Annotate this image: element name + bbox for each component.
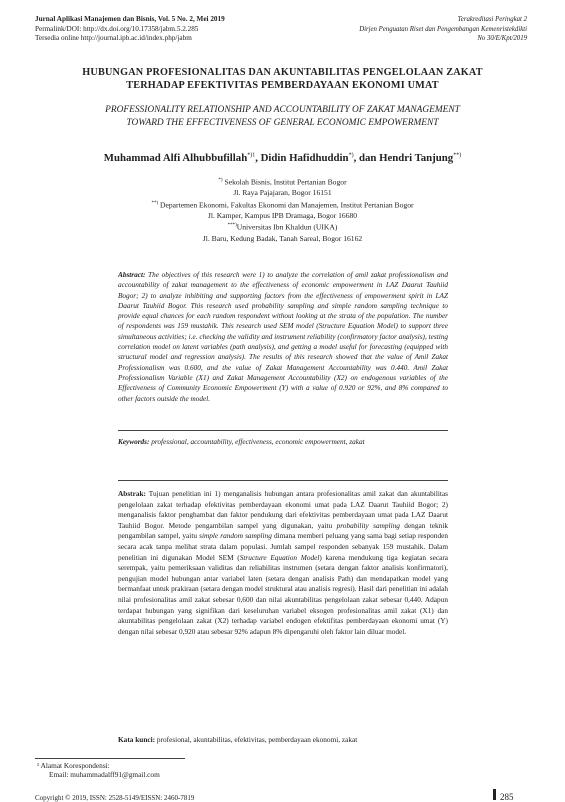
author-separator: , xyxy=(255,152,261,164)
accreditation-rank: Terakreditasi Peringkat 2 xyxy=(457,16,527,23)
affiliation-line: **) Departemen Ekonomi, Fakultas Ekonomi dan Manajemen, Institut Pertanian Bogor xyxy=(151,200,414,210)
affiliation-line: ***)Universitas Ibn Khaldun (UIKA) xyxy=(227,222,338,232)
divider xyxy=(118,430,448,431)
journal-doi: Permalink/DOI: http://dx.doi.org/10.17358/jabm.5.2.285 xyxy=(35,24,199,33)
page-number-bar xyxy=(493,789,496,800)
affiliation-line: Jl. Raya Pajajaran, Bogor 16151 xyxy=(233,188,332,198)
paper-title-line: TERHADAP EFEKTIVITAS PEMBERDAYAAN EKONOMI UMAT xyxy=(126,80,439,91)
keywords-english xyxy=(118,437,448,447)
affiliation-marker: ***) xyxy=(227,223,237,229)
paper-title-english xyxy=(40,104,525,130)
accreditation-number: No 30/E/Kpt/2019 xyxy=(477,35,527,43)
page-number: 285 xyxy=(500,792,514,802)
keywords-indonesian xyxy=(118,735,448,745)
correspondence-footnote xyxy=(37,761,160,780)
affiliation-marker: *) xyxy=(218,178,223,183)
abstract-text: The objectives of this research were 1) to analyze the correlation of amil zakat professionalism and accountability of zakat management to the effectiveness of economic empowerment in LAZ Daarut Tauhiid Bogor; 2) to analyze inhibiting and supporting factors from the effectiveness of empowerment spirit in LAZ Daarut Tauhiid Bogor. This research used probability sampling and simple random sampling technique to provide equal chances for each random respondent without looking at the strata of the population. The number of respondents was 159 mustahik. This research used SEM model (Structure Equation Model) to support three simultaneous activities; i.e. checking the validity and instrument reliability (confirmatory factor analysis), testing correlation model on latent variables (path analysis), and getting a model useful for forecasting (equipped with structural model and regression analysis). The results of this research showed that the value of Amil Zakat Professionalism was 0.600, and the value of Zakat Management Accountability was 0.440. Amil Zakat Professionalism Variable (X1) and Zakat Management Accountability (X2) on endogenous variables of the Effectiveness of Community Economic Empowerment (Y) with a value of 0.920 or 92%, and 8% compared to other factors outside the model. xyxy=(118,271,448,403)
paper-title-english-line: PROFESSIONALITY RELATIONSHIP AND ACCOUNTABILITY OF ZAKAT MANAGEMENT xyxy=(105,105,460,115)
author-marker: **) xyxy=(453,152,462,159)
copyright-footer: Copyright © 2019, ISSN: 2528-5149/EISSN: 2460-7819 xyxy=(35,794,195,802)
journal-header-left xyxy=(35,15,225,44)
paper-title-english-line: TOWARD THE EFFECTIVENESS OF GENERAL ECONOMIC EMPOWERMENT xyxy=(126,118,439,128)
journal-online-url: Tersedia online http://journal.ipb.ac.id/index.php/jabm xyxy=(35,34,192,43)
author-list xyxy=(30,152,535,164)
kata-kunci-text: profesional, akuntabilitas, efektivitas, pemberdayaan ekonomi, zakat xyxy=(155,735,358,744)
author-marker: *)1 xyxy=(247,152,256,159)
affiliations xyxy=(40,176,525,244)
correspondence-email[interactable]: Email: muhammadalff91@gmail.com xyxy=(49,770,160,780)
abstract-indonesian: Abstrak: Tujuan penelitian ini 1) menganalisis hubungan antara profesionalitas amil zakat dan akuntabilitas pengelolaan zakat terhadap efektivitas pemberdayaan ekonomi umat pada LAZ Daarut Tauhiid Bogor; 2) menganalisis faktor penghambat dan faktor pendukung dari efektivitas pemberdayaan umat pada LAZ Daarut Tauhiid Bogor. Metode pengambilan sampel yang digunakan, yaitu probability sampling dengan teknik pengambilan sampel, yaitu simple random sampling dimana memberi peluang yang sama bagi setiap responden secara acak tanpa melihat strata dalam populasi. Jumlah sampel responden sebanyak 159 mustahik. Dalam penelitian ini digunakan Model SEM (Structure Equation Model) karena mendukung tiga kegiatan secara serempak, yaitu pemeriksaan validitas dan reliabilitas instrumen (setara dengan faktor analisis konfirmatori), pengujian model hubungan antar variabel laten (setara dengan analisis Path) dan mendapatkan model yang bermanfaat untuk prakiraan (setara dengan model struktural atau analisis regresi). Hasil dari penelitian ini adalah nilai profesionalitas amil zakat sebesar 0,600 dan nilai akuntabilitas pengelolaan zakat sebesar 0,440. Adapun terdapat hubungan yang signifikan dari keseluruhan variabel eksogen profesionalitas amil zakat (X1) dan akuntabilitas pengelolaan zakat (X2) terhadap variabel endogen efektifitas pemberdayaan ekonomi umat (Y) dengan nilai sebesar 0,920 atau sebesar 92% adapun 8% dipengaruhi oleh faktor lain diluar model. xyxy=(118,489,448,636)
abstract-label: Abstract: xyxy=(118,271,146,279)
paper-title-line: HUBUNGAN PROFESIONALITAS DAN AKUNTABILITAS PENGELOLAAN ZAKAT xyxy=(82,67,483,78)
footnote-label: ¹ Alamat Korespondensi: xyxy=(37,761,110,770)
affiliation-marker: **) xyxy=(151,200,159,206)
abstrak-label: Abstrak: xyxy=(118,489,146,498)
author-marker: *) xyxy=(348,152,354,159)
journal-name: Jurnal Aplikasi Manajemen dan Bisnis, Vol. 5 No. 2, Mei 2019 xyxy=(35,15,225,23)
keywords-text: professional, accountability, effectiveness, economic empowerment, zakat xyxy=(149,438,365,446)
author-separator: , dan xyxy=(353,152,380,164)
affiliation-line: *) Sekolah Bisnis, Institut Pertanian Bogor xyxy=(218,177,347,187)
author-name: Hendri Tanjung xyxy=(379,152,454,164)
accreditation-body: Dirjen Penguatan Riset dan Pengembangan Kemenristekdikti xyxy=(359,25,527,33)
keywords-label: Keywords: xyxy=(118,438,150,446)
affiliation-line: Jl. Baru, Kedung Badak, Tanah Sareal, Bogor 16162 xyxy=(202,233,363,243)
accreditation-header xyxy=(359,15,527,44)
author-name: Didin Hafidhuddin xyxy=(260,152,349,164)
footnote-divider xyxy=(35,758,185,759)
abstract-english xyxy=(118,270,448,404)
author-name: Muhammad Alfi Alhubbufillah xyxy=(103,152,248,164)
divider xyxy=(118,480,448,481)
paper-title xyxy=(40,66,525,92)
affiliation-line: Jl. Kamper, Kampus IPB Dramaga, Bogor 16680 xyxy=(207,210,358,220)
kata-kunci-label: Kata kunci: xyxy=(118,735,156,744)
